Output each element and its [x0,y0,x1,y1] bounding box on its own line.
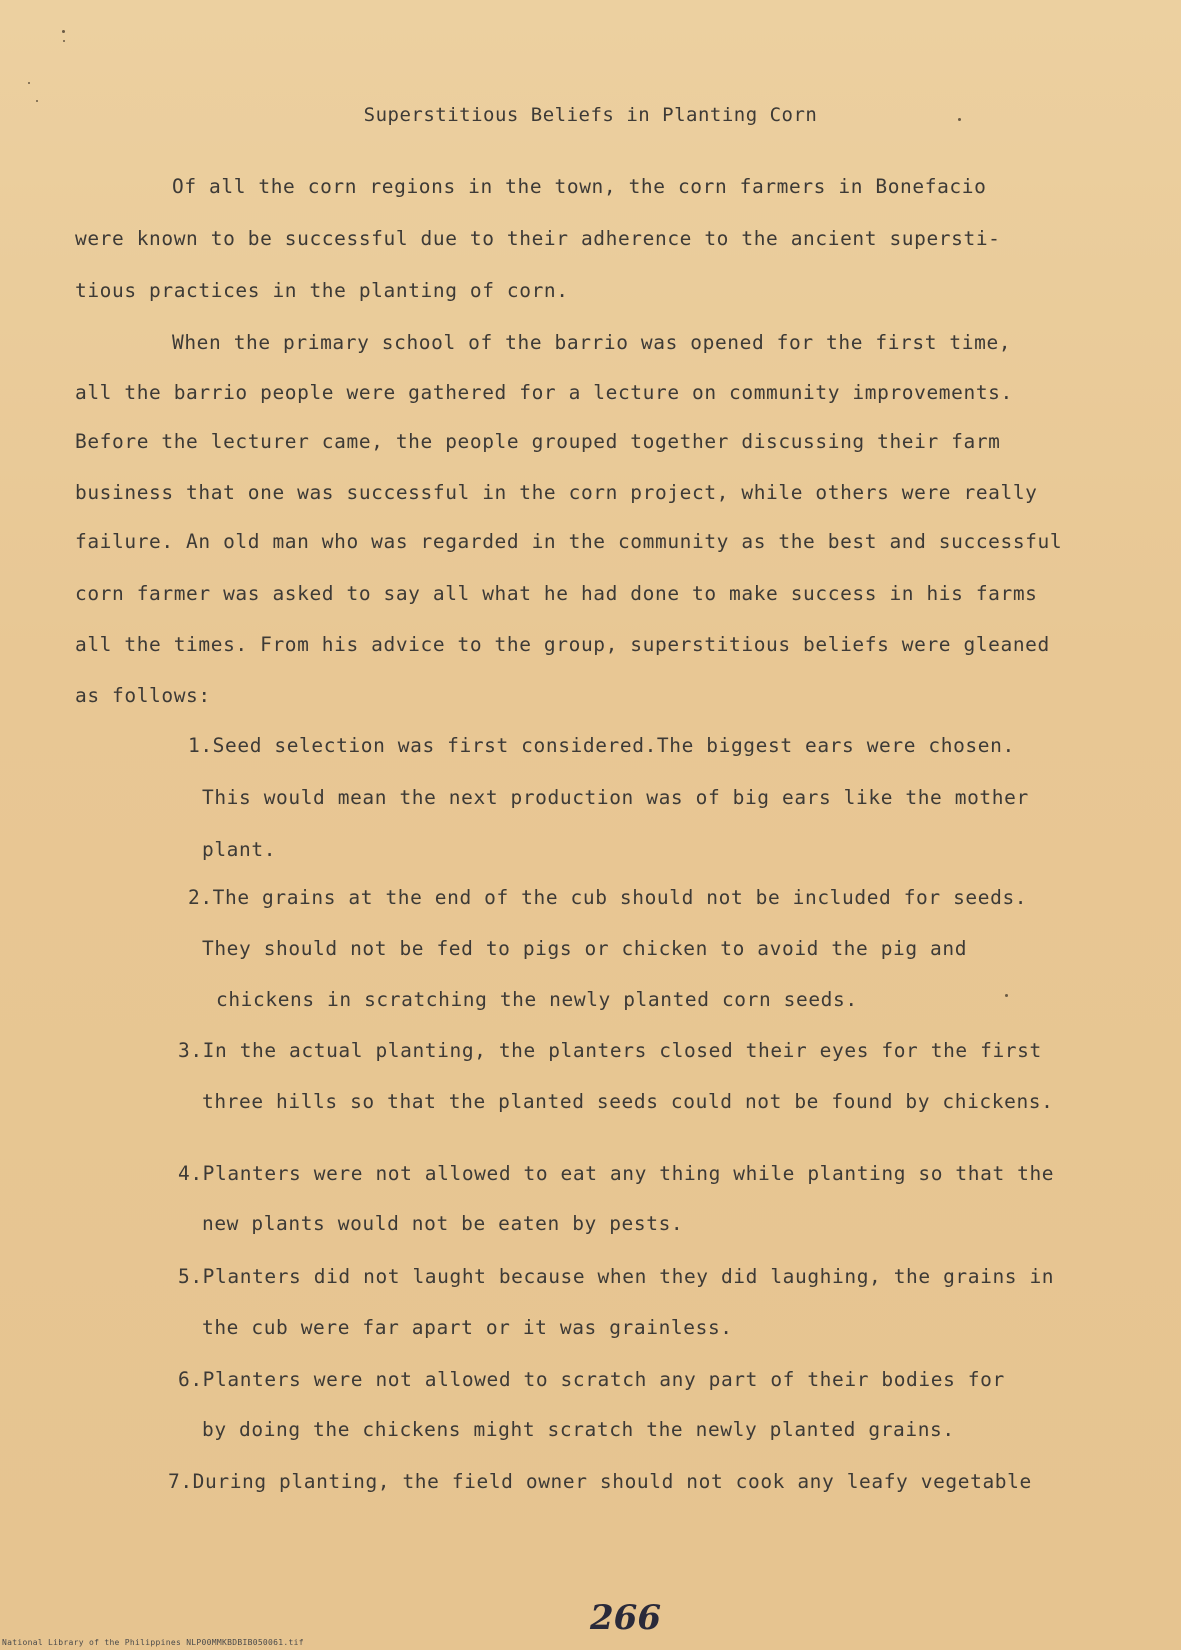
list-item-line: plant. [202,838,277,861]
paragraph-line: were known to be successful due to their adherence to the ancient supersti- [75,227,1001,250]
list-item-line: 2.The grains at the end of the cub should not be included for seeds. [188,886,1028,909]
paragraph-line: tious practices in the planting of corn. [75,279,569,302]
list-item-line: 6.Planters were not allowed to scratch any part of their bodies for [178,1368,1005,1391]
margin-speck [36,100,38,102]
list-item-line: This would mean the next production was of big ears like the mother [202,786,1029,809]
list-item-line: 3.In the actual planting, the planters closed their eyes for the first [178,1039,1042,1062]
list-item-line: chickens in scratching the newly planted corn seeds. [216,988,858,1011]
margin-speck [63,40,65,42]
paragraph-line: Of all the corn regions in the town, the corn farmers in Bonefacio [172,175,987,198]
archive-footer: National Library of the Philippines NLP00MMKBDBIB050061.tif [2,1638,304,1647]
list-item-line: 4.Planters were not allowed to eat any thing while planting so that the [178,1162,1055,1185]
paragraph-line: failure. An old man who was regarded in the community as the best and successful [75,530,1063,553]
list-item-line: 1.Seed selection was first considered.The biggest ears were chosen. [188,734,1015,757]
document-title: Superstitious Beliefs in Planting Corn [363,104,818,126]
paragraph-line: all the barrio people were gathered for a lecture on community improvements. [75,381,1013,404]
list-item-line: 7.During planting, the field owner should not cook any leafy vegetable [168,1470,1032,1493]
paragraph-line: as follows: [75,684,211,707]
list-item-line: new plants would not be eaten by pests. [202,1212,684,1235]
page-number: 266 [590,1598,661,1638]
list-item-line: the cub were far apart or it was grainless. [202,1316,733,1339]
list-item-line: They should not be fed to pigs or chicken to avoid the pig and [202,937,968,960]
paragraph-line: When the primary school of the barrio was opened for the first time, [172,331,1012,354]
margin-speck [62,30,65,33]
paragraph-line: corn farmer was asked to say all what he had done to make success in his farms [75,582,1038,605]
list-item-line: by doing the chickens might scratch the newly planted grains. [202,1418,955,1441]
paragraph-line: business that one was successful in the corn project, while others were really [75,481,1038,504]
list-item-line: 5.Planters did not laught because when they did laughing, the grains in [178,1265,1055,1288]
margin-speck [28,82,30,84]
paragraph-line: Before the lecturer came, the people grouped together discussing their farm [75,430,1001,453]
margin-speck [1005,994,1008,997]
paragraph-line: all the times. From his advice to the group, superstitious beliefs were gleaned [75,633,1050,656]
list-item-line: three hills so that the planted seeds could not be found by chickens. [202,1090,1054,1113]
